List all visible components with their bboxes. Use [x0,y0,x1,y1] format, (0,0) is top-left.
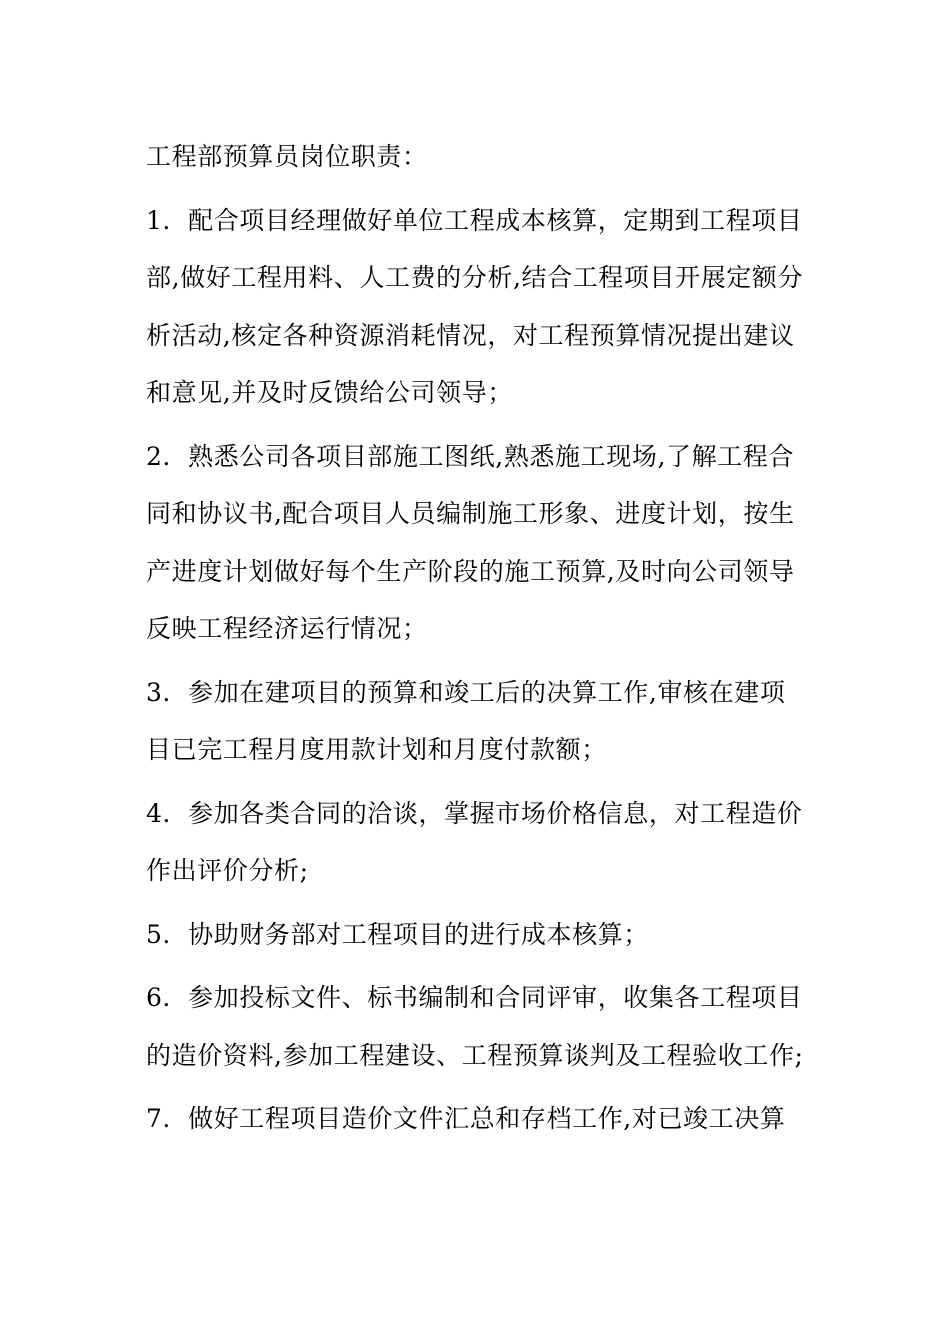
document-heading: 工程部预算员岗位职责： [146,142,428,171]
duty-item-1: 1．配合项目经理做好单位工程成本核算，定期到工程项目部,做好工程用料、人工费的分析,结合工程项目开展定额分析活动,核定各种资源消耗情况，对工程预算情况提出建议和意见,并及时反馈给公司领导； [146,205,804,407]
duty-item-7: 7．做好工程项目造价文件汇总和存档工作,对已竣工决算 [146,1104,786,1133]
document-body [146,128,810,1148]
duty-item-3: 3．参加在建项目的预算和竣工后的决算工作,审核在建项目已完工程月度用款计划和月度付款额； [146,677,786,764]
duty-item-5: 5．协助财务部对工程项目的进行成本核算； [146,919,649,949]
duty-item-4: 4．参加各类合同的洽谈，掌握市场价格信息，对工程造价作出评价分析; [146,798,803,885]
duty-item-6: 6．参加投标文件、标书编制和合同评审，收集各工程项目的造价资料,参加工程建设、工程预算谈判及工程验收工作; [146,983,804,1070]
duty-item-2: 2．熟悉公司各项目部施工图纸,熟悉施工现场,了解工程合同和协议书,配合项目人员编制施工形象、进度计划，按生产进度计划做好每个生产阶段的施工预算,及时向公司领导反映工程经济运行情况； [146,441,795,643]
